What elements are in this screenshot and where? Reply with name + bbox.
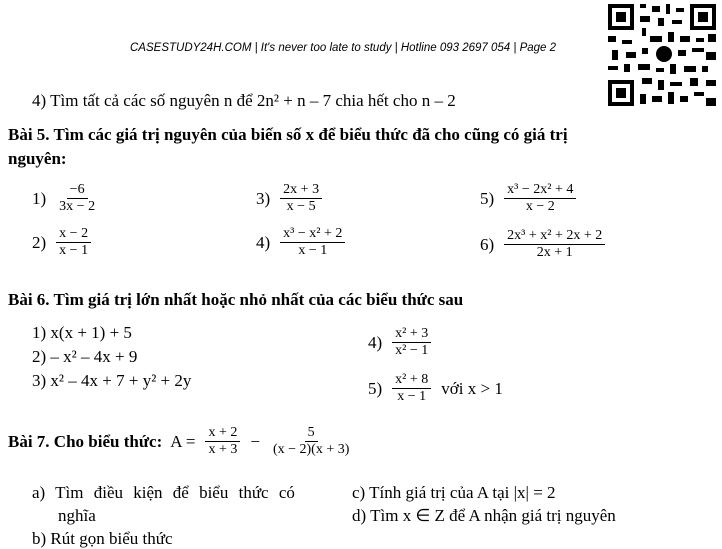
numerator: x³ − x² + 2 [280,226,345,243]
denominator: x − 5 [286,199,316,215]
page-header: CASESTUDY24H.COM | It's never too late to study | Hotline 093 2697 054 | Page 2 [130,42,557,54]
denominator: 2x + 1 [536,245,573,261]
bai6-item-1 [32,323,132,343]
item-label: 4) [256,232,271,252]
fraction [392,326,431,359]
item-label: 3) [256,188,271,208]
fraction [56,226,91,259]
item-label: b) [32,529,47,548]
item-label: 1) [32,323,47,342]
denominator: x² − 1 [395,343,429,359]
bai5-item-4 [256,226,347,259]
bai7-item-d [352,506,616,526]
denominator: x + 3 [208,442,238,458]
bai6-item-4 [368,326,433,359]
denominator: x − 1 [59,243,89,259]
item-label: 1) [32,188,47,208]
item-label: a) [32,483,46,502]
bai7-title: Bài 7. Cho biểu thức: [8,431,163,451]
denominator: x − 2 [525,199,555,215]
bai5-title-cont: nguyên: [8,149,67,168]
bai5-item-1 [32,182,100,215]
prev-exercise-item [32,91,456,111]
denominator: x − 1 [298,243,328,259]
fraction [280,226,345,259]
bai7-item-a-cont: nghĩa [58,506,96,525]
bai5-title: Bài 5. Tìm các giá trị nguyên của biến số x để biểu thức đã cho cũng có giá trị [8,125,568,144]
bai5-item-3 [256,182,324,215]
expression-lhs: A = [170,431,196,451]
numerator: x² + 3 [392,326,431,343]
denominator: (x − 2)(x + 3) [272,442,350,458]
bai5-item-6 [480,228,607,261]
fraction [280,182,322,215]
numerator: 5 [305,425,318,442]
bai7-item-b [32,529,173,549]
item-label: 3) [32,371,47,390]
bai7-item-c [352,483,556,503]
numerator: −6 [67,182,88,199]
item-text: Tính giá trị của A tại |x| = 2 [369,483,556,502]
bai6-item-5 [368,372,503,405]
denominator: 3x − 2 [59,199,96,215]
item-label: 2) [32,347,47,366]
qr-code [606,2,718,108]
numerator: 2x³ + x² + 2x + 2 [504,228,605,245]
item-label: 5) [368,378,383,398]
numerator: x + 2 [205,425,240,442]
numerator: 2x + 3 [280,182,322,199]
bai6-item-3 [32,371,191,391]
bai5-item-5 [480,182,578,215]
fraction [504,228,605,261]
bai7-item-a [32,483,295,503]
numerator: x² + 8 [392,372,431,389]
bai6-item-2 [32,347,137,367]
bai6-title: Bài 6. Tìm giá trị lớn nhất hoặc nhỏ nhất của các biểu thức sau [8,290,464,309]
fraction [504,182,576,215]
item-label: 4) [368,332,383,352]
fraction-2 [270,425,352,458]
item-text: – x² – 4x + 9 [50,347,138,366]
item-label: c) [352,483,366,502]
item-text: Tìm điều kiện để biểu thức có [55,483,295,502]
item-label: 4) [32,91,47,110]
fraction [56,182,98,215]
bai7-header [8,425,354,458]
fraction-1 [205,425,240,458]
item-label: 6) [480,234,495,254]
item-label: 5) [480,188,495,208]
numerator: x − 2 [56,226,91,243]
denominator: x − 1 [397,389,427,405]
item-text: Rút gọn biểu thức [50,529,173,548]
item-label: 2) [32,232,47,252]
item-text: Tìm x ∈ Z để A nhận giá trị nguyên [370,506,616,525]
minus-sign: − [250,431,260,451]
item-text: Tìm tất cả các số nguyên n để 2n² + n – 7 chia hết cho n – 2 [50,91,456,110]
item-label: d) [352,506,367,525]
condition-text: với x > 1 [441,378,503,398]
item-text: x² – 4x + 7 + y² + 2y [50,371,192,390]
bai5-item-2 [32,226,93,259]
numerator: x³ − 2x² + 4 [504,182,576,199]
item-text: x(x + 1) + 5 [50,323,132,342]
fraction [392,372,431,405]
